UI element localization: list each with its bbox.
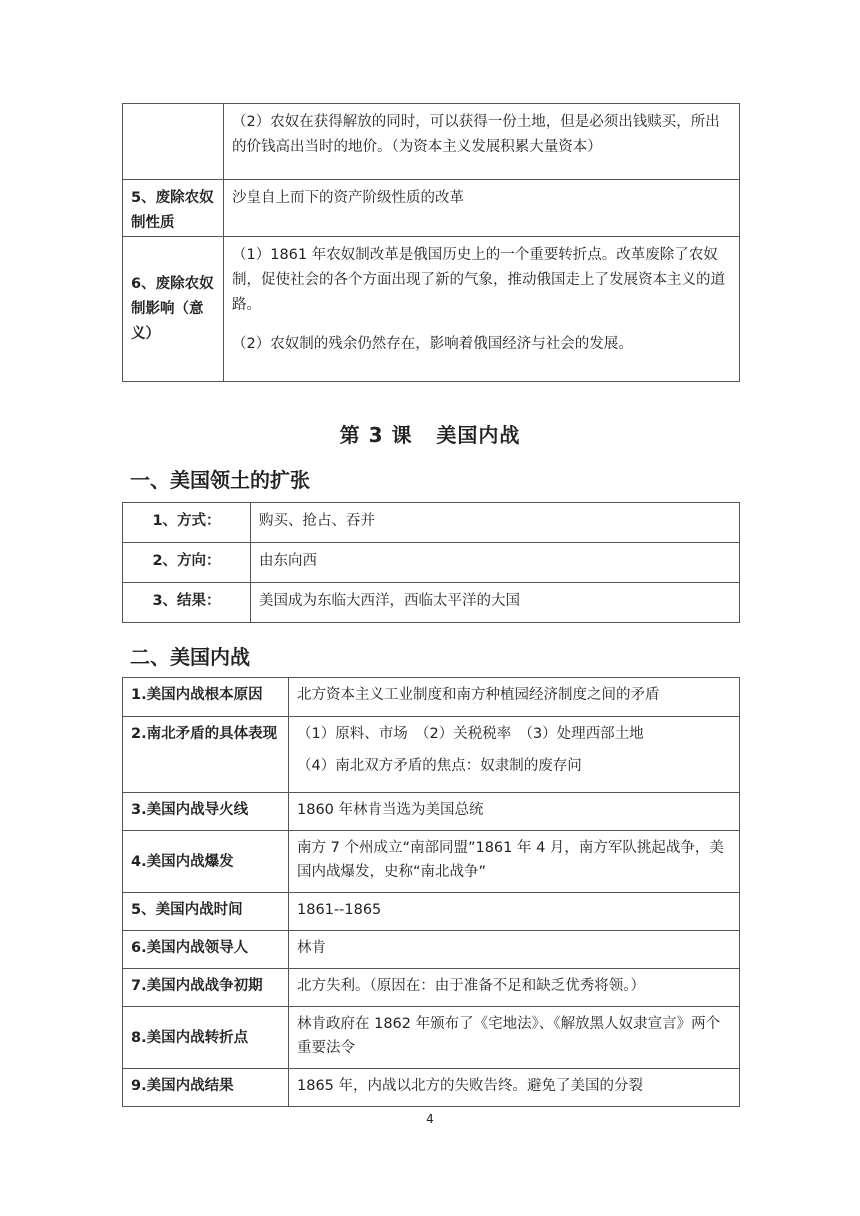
row-key: 6、废除农奴制影响（意义） xyxy=(123,237,224,382)
table-row xyxy=(123,969,740,1007)
row-value xyxy=(289,717,740,793)
row-key: 1、方式： xyxy=(123,503,251,543)
section-heading: 一、美国领土的扩张 xyxy=(130,468,310,492)
table-row xyxy=(123,237,740,382)
row-paragraph: （1）原料、市场 （2）关税税率 （3）处理西部土地 xyxy=(297,726,644,742)
section-heading: 二、美国内战 xyxy=(130,645,250,669)
row-paragraph: 林肯政府在 1862 年颁布了《宅地法》、《解放黑人奴隶宣言》两个重要法令 xyxy=(297,1016,721,1056)
row-value xyxy=(224,180,740,237)
table-row xyxy=(123,503,740,543)
row-paragraph: （2）农奴制的残余仍然存在，影响着俄国经济与社会的发展。 xyxy=(232,336,633,352)
row-paragraph: 1860 年林肯当选为美国总统 xyxy=(297,802,484,818)
table-row xyxy=(123,678,740,717)
row-paragraph: 北方资本主义工业制度和南方种植园经济制度之间的矛盾 xyxy=(297,687,660,703)
row-paragraph: 北方失利。（原因在：由于准备不足和缺乏优秀将领。） xyxy=(297,978,645,994)
row-key xyxy=(123,104,224,180)
row-paragraph: （1）1861 年农奴制改革是俄国历史上的一个重要转折点。改革废除了农奴制，促使社会的各个方面出现了新的气象，推动俄国走上了发展资本主义的道路。 xyxy=(232,247,725,313)
table-row xyxy=(123,583,740,623)
row-value: 由东向西 xyxy=(251,543,740,583)
table-row xyxy=(123,931,740,969)
row-paragraph: 沙皇自上而下的资产阶级性质的改革 xyxy=(232,190,464,206)
row-key: 5、美国内战时间 xyxy=(123,893,289,931)
table-row xyxy=(123,717,740,793)
civil-war-table xyxy=(122,677,740,1107)
table-row xyxy=(123,543,740,583)
row-value xyxy=(289,831,740,893)
row-paragraph: 1861--1865 xyxy=(297,902,382,918)
row-key: 3、结果： xyxy=(123,583,251,623)
table-row xyxy=(123,893,740,931)
row-key: 2、方向： xyxy=(123,543,251,583)
row-key: 2.南北矛盾的具体表现 xyxy=(123,717,289,793)
row-paragraph: 1865 年，内战以北方的失败告终。避免了美国的分裂 xyxy=(297,1078,644,1094)
row-key: 9.美国内战结果 xyxy=(123,1069,289,1107)
row-value xyxy=(289,793,740,831)
row-paragraph: （4）南北双方矛盾的焦点：奴隶制的废存问 xyxy=(297,758,582,774)
row-value: 美国成为东临大西洋，西临太平洋的大国 xyxy=(251,583,740,623)
page-number: 4 xyxy=(426,1112,434,1126)
row-key: 1.美国内战根本原因 xyxy=(123,678,289,717)
row-key: 5、废除农奴制性质 xyxy=(123,180,224,237)
row-key: 3.美国内战导火线 xyxy=(123,793,289,831)
row-value xyxy=(224,237,740,382)
row-value xyxy=(289,969,740,1007)
row-paragraph: 林肯 xyxy=(297,940,326,956)
row-key: 8.美国内战转折点 xyxy=(123,1007,289,1069)
row-value xyxy=(289,931,740,969)
lesson-title: 第 3 课 美国内战 xyxy=(339,423,521,447)
table-row xyxy=(123,831,740,893)
row-value xyxy=(289,893,740,931)
row-value xyxy=(224,104,740,180)
row-paragraph: 南方 7 个州成立“南部同盟”1861 年 4 月，南方军队挑起战争，美国内战爆发，史称“南北战争” xyxy=(297,840,724,880)
row-key: 4.美国内战爆发 xyxy=(123,831,289,893)
row-value: 购买、抢占、吞并 xyxy=(251,503,740,543)
row-key: 7.美国内战战争初期 xyxy=(123,969,289,1007)
territory-table xyxy=(122,502,740,623)
row-value xyxy=(289,1069,740,1107)
row-paragraph: （2）农奴在获得解放的同时，可以获得一份土地，但是必须出钱赎买，所出的价钱高出当时的地价。（为资本主义发展积累大量资本） xyxy=(232,114,720,155)
table-row xyxy=(123,793,740,831)
row-value xyxy=(289,1007,740,1069)
serfdom-table xyxy=(122,103,740,382)
row-key: 6.美国内战领导人 xyxy=(123,931,289,969)
table-row xyxy=(123,180,740,237)
table-row xyxy=(123,104,740,180)
table-row xyxy=(123,1069,740,1107)
row-value xyxy=(289,678,740,717)
table-row xyxy=(123,1007,740,1069)
